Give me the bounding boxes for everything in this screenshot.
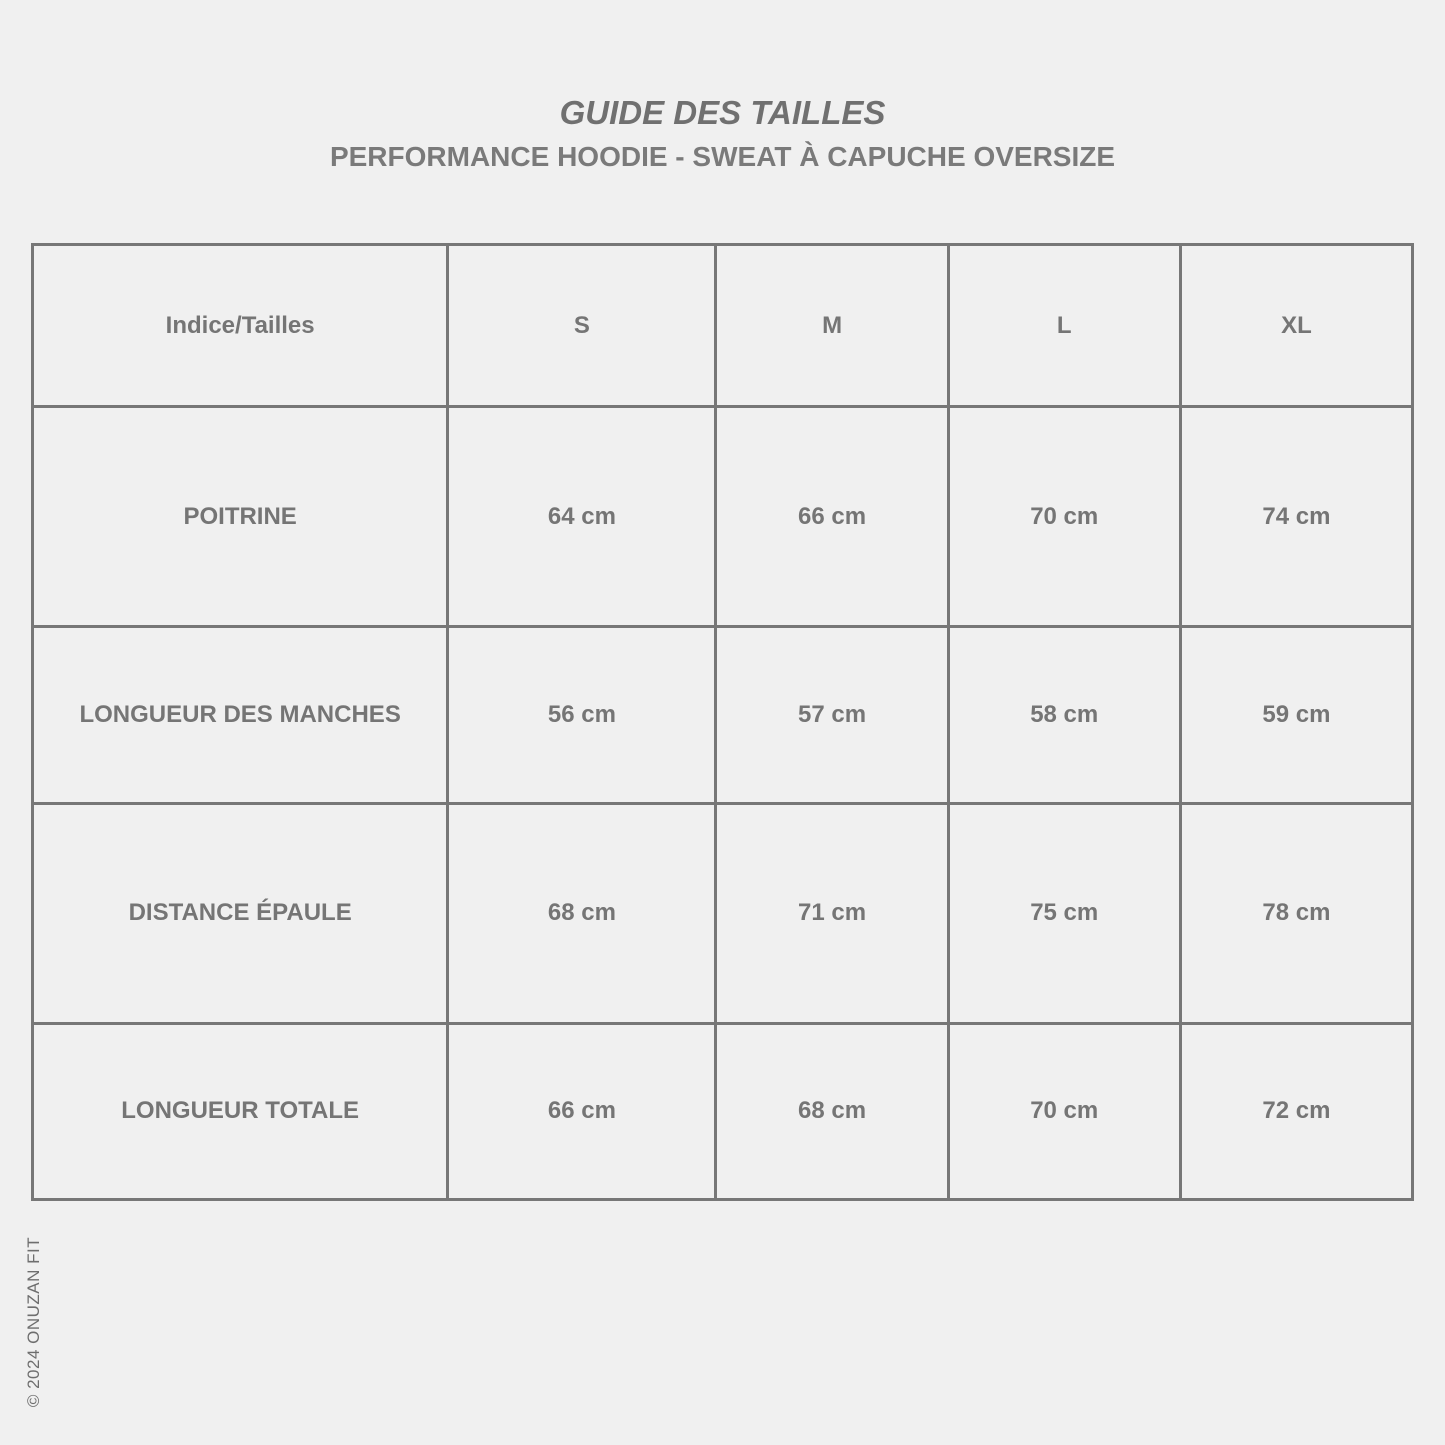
table-cell: 71 cm [716,803,948,1023]
row-label: LONGUEUR DES MANCHES [33,627,448,803]
table-cell: 59 cm [1180,627,1412,803]
column-header-m: M [716,245,948,407]
copyright-notice: © 2024 ONUZAN FIT [24,1236,43,1408]
column-header-s: S [448,245,716,407]
table-row [33,803,1413,1023]
row-label: POITRINE [33,407,448,627]
row-label: DISTANCE ÉPAULE [33,803,448,1023]
table-cell: 74 cm [1180,407,1412,627]
table-cell: 64 cm [448,407,716,627]
table-cell: 72 cm [1180,1023,1412,1199]
table-row [33,407,1413,627]
table-row [33,627,1413,803]
table-cell: 68 cm [448,803,716,1023]
table-cell: 78 cm [1180,803,1412,1023]
table-cell: 66 cm [448,1023,716,1199]
table-row [33,1023,1413,1199]
column-header-xl: XL [1180,245,1412,407]
row-label: LONGUEUR TOTALE [33,1023,448,1199]
size-table [31,243,1414,1201]
table-cell: 70 cm [948,1023,1180,1199]
table-cell: 75 cm [948,803,1180,1023]
table-cell: 66 cm [716,407,948,627]
column-header-l: L [948,245,1180,407]
table-header-row [33,245,1413,407]
column-header-indice: Indice/Tailles [33,245,448,407]
table-cell: 58 cm [948,627,1180,803]
table-cell: 56 cm [448,627,716,803]
page-title: GUIDE DES TAILLES [559,94,886,131]
table-cell: 70 cm [948,407,1180,627]
table-cell: 57 cm [716,627,948,803]
table-cell: 68 cm [716,1023,948,1199]
page-subtitle: PERFORMANCE HOODIE - SWEAT À CAPUCHE OVERSIZE [329,141,1116,172]
